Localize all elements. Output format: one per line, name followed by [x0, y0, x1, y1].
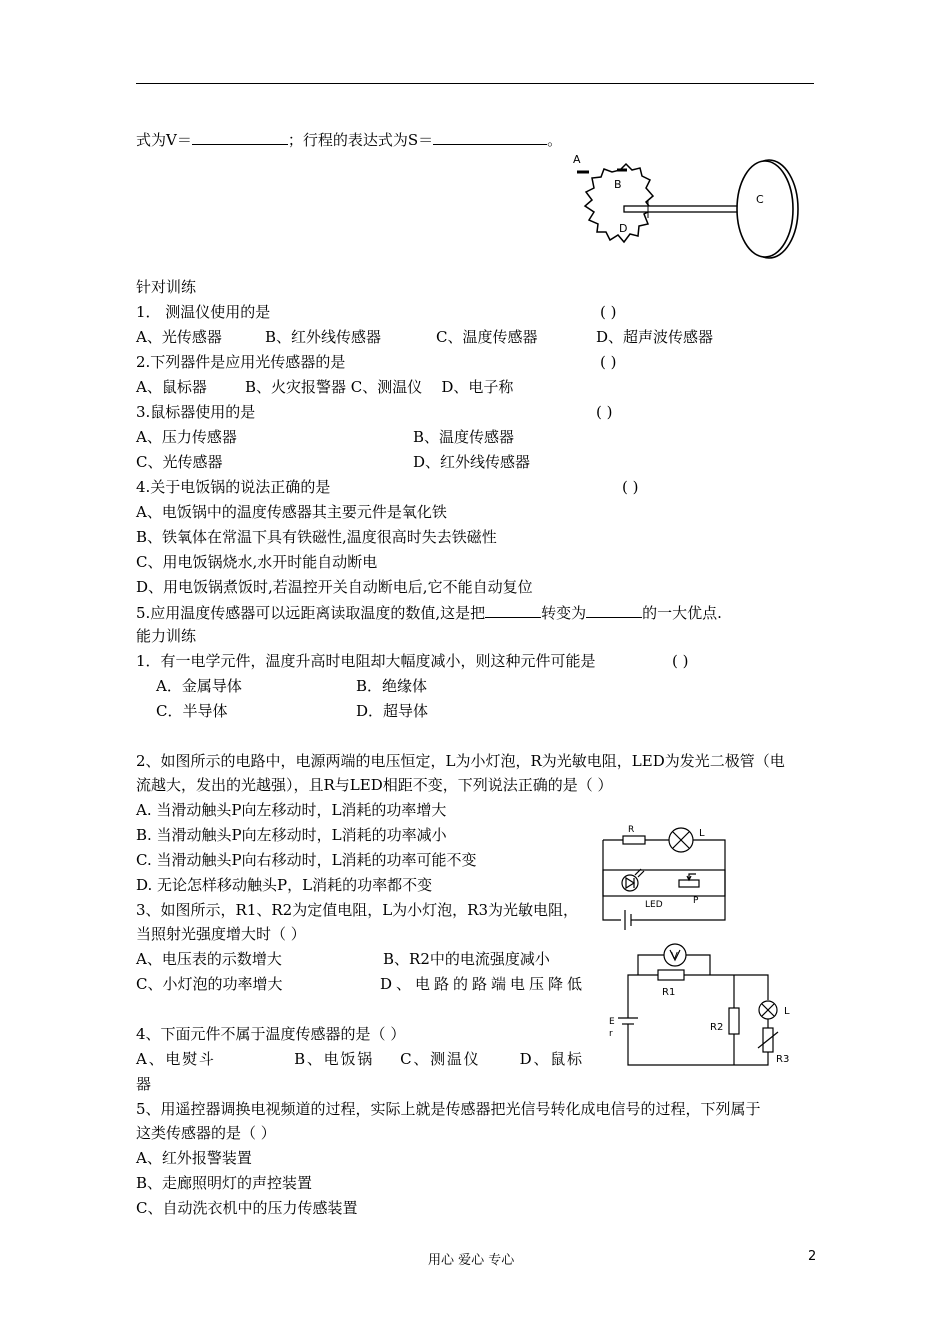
header-rule [136, 83, 814, 84]
q2-options: A、鼠标器 B、火灾报警器 C、测温仪 D、电子称 [136, 378, 514, 396]
page-number: 2 [808, 1249, 817, 1264]
s2-q3-option-a: A、电压表的示数增大 [136, 950, 282, 968]
c1-label-led: LED [645, 900, 663, 910]
label-c: C [756, 193, 764, 206]
c1-label-p: P [693, 896, 699, 906]
label-d: D [619, 222, 628, 235]
s2-q3-option-b: B、R2中的电流强度减小 [383, 950, 550, 968]
q4-option-c: C、用电饭锅烧水,水开时能自动断电 [136, 553, 378, 571]
q1-answer-paren: ( ) [600, 303, 617, 321]
s2-q4-options-wrap: 器 [136, 1075, 152, 1093]
q3-option-d: D、红外线传感器 [413, 453, 531, 471]
s2-q5-stem-line2: 这类传感器的是（ ） [136, 1124, 276, 1142]
s2-q3-stem-line2: 当照射光强度增大时（ ） [136, 925, 306, 943]
wheel-figure [560, 150, 810, 265]
formula-prefix: 式为V＝ [136, 131, 192, 149]
q1-option-c: C、温度传感器 [436, 328, 538, 346]
q4-stem: 4.关于电饭锅的说法正确的是 [136, 478, 331, 496]
q3-option-c: C、光传感器 [136, 453, 223, 471]
c2-resistor-r1 [658, 970, 684, 980]
formula-end: 。 [547, 131, 563, 149]
s2-q1-option-d: D．超导体 [356, 702, 429, 720]
c2-top-wire [628, 975, 658, 985]
s2-q1-answer-paren: ( ) [672, 652, 689, 670]
c2-label-v: V [671, 951, 678, 962]
c1-resistor-r [623, 836, 645, 844]
label-b: B [614, 178, 622, 191]
s2-q4-stem: 4、下面元件不属于温度传感器的是（ ） [136, 1025, 406, 1043]
q4-option-a: A、电饭锅中的温度传感器其主要元件是氧化铁 [136, 503, 447, 521]
q2-answer-paren: ( ) [600, 353, 617, 371]
s2-q5-option-c: C、自动洗衣机中的压力传感装置 [136, 1199, 358, 1217]
c1-inner-loop [603, 870, 725, 896]
s2-q1-stem: 1．有一电学元件，温度升高时电阻却大幅度减小，则这种元件可能是 [136, 652, 596, 670]
s2-q5-option-a: A、红外报警装置 [136, 1149, 252, 1167]
s2-q2-option-a: A. 当滑动触头P向左移动时，L消耗的功率增大 [136, 801, 447, 819]
q2-stem: 2.下列器件是应用光传感器的是 [136, 353, 346, 371]
s2-q2-option-b: B. 当滑动触头P向左移动时，L消耗的功率减小 [136, 826, 447, 844]
s2-q3-option-c: C、小灯泡的功率增大 [136, 975, 283, 993]
c2-label-r: r [609, 1029, 613, 1039]
q5-stem-part3: 的一大优点. [642, 604, 722, 622]
q4-option-d: D、用电饭锅煮饭时,若温控开关自动断电后,它不能自动复位 [136, 578, 533, 596]
q5-stem-part1: 5.应用温度传感器可以远距离读取温度的数值,这是把 [136, 604, 486, 622]
s2-q3-option-d: D、电路的路端电压降低 [380, 975, 582, 993]
footer-motto: 用心 爱心 专心 [428, 1253, 515, 1268]
s2-q2-option-d: D. 无论怎样移动触头P，L消耗的功率都不变 [136, 876, 433, 894]
q1-stem: 1． 测温仪使用的是 [136, 303, 271, 321]
s2-q2-stem-line2: 流越大，发出的光越强），且R与LED相距不变，下列说法正确的是（ ） [136, 776, 613, 794]
velocity-blank [192, 130, 288, 145]
c2-label-l: L [784, 1006, 790, 1017]
s2-q2-option-c: C. 当滑动触头P向右移动时，L消耗的功率可能不变 [136, 851, 477, 869]
q3-option-b: B、温度传感器 [413, 428, 515, 446]
section-title-ability-training: 能力训练 [136, 627, 197, 645]
q3-stem: 3.鼠标器使用的是 [136, 403, 256, 421]
s2-q5-stem-line1: 5、用遥控器调换电视频道的过程，实际上就是传感器把光信号转化成电信号的过程，下列属于 [136, 1100, 761, 1118]
q4-option-b: B、铁氧体在常温下具有铁磁性,温度很高时失去铁磁性 [136, 528, 497, 546]
distance-blank [433, 130, 547, 145]
c2-label-e: E [609, 1017, 615, 1027]
c1-label-l: L [699, 828, 705, 839]
c2-label-r2: R2 [710, 1022, 724, 1033]
section-title-targeted-training: 针对训练 [136, 278, 197, 296]
formula-line [136, 130, 562, 149]
s2-q1-option-c: C．半导体 [156, 702, 228, 720]
disk-front [737, 161, 793, 257]
q1-option-d: D、超声波传感器 [596, 328, 714, 346]
q1-option-a: A、光传感器 [136, 328, 222, 346]
q3-option-a: A、压力传感器 [136, 428, 237, 446]
label-a: A [573, 153, 581, 166]
circuit-figure-2 [600, 940, 800, 1075]
s2-q4-options: A、电熨斗 B、电饭锅 C、测温仪 D、鼠标 [136, 1050, 582, 1068]
circuit-figure-1 [595, 820, 745, 930]
q4-answer-paren: ( ) [622, 478, 639, 496]
q5-blank-1 [485, 603, 541, 618]
q5-stem-part2: 转变为 [541, 604, 587, 622]
c1-label-r: R [628, 825, 635, 835]
q5-blank-2 [586, 603, 642, 618]
c2-resistor-r2 [729, 1008, 739, 1034]
c2-label-r1: R1 [662, 987, 676, 998]
q3-answer-paren: ( ) [596, 403, 613, 421]
s2-q5-option-b: B、走廊照明灯的声控装置 [136, 1174, 313, 1192]
q5-stem [136, 603, 722, 622]
s2-q2-stem-line1: 2、如图所示的电路中，电源两端的电压恒定，L为小灯泡，R为光敏电阻，LED为发光二极管（电 [136, 752, 785, 770]
c2-label-r3: R3 [776, 1054, 790, 1065]
c1-led [622, 875, 638, 891]
s2-q3-stem-line1: 3、如图所示，R1、R2为定值电阻，L为小灯泡，R3为光敏电阻， [136, 901, 579, 919]
formula-mid: ；行程的表达式为S＝ [287, 131, 434, 149]
s2-q1-option-b: B．绝缘体 [356, 677, 428, 695]
c1-left-wire [603, 840, 621, 920]
q1-option-b: B、红外线传感器 [265, 328, 382, 346]
axle [624, 206, 739, 212]
s2-q1-option-a: A．金属导体 [156, 677, 242, 695]
